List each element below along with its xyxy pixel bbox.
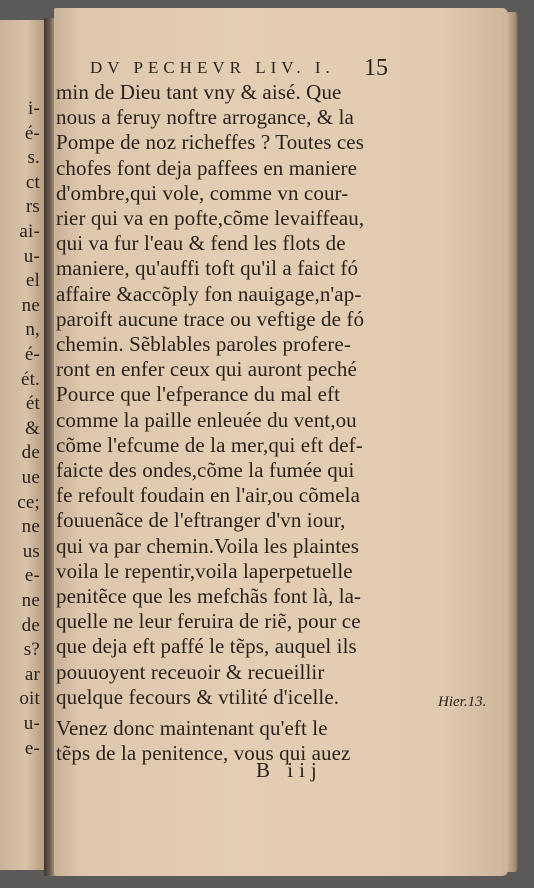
facing-page-text: i- [27,98,40,119]
text-line: Pource que l'efperance du mal eft [56,382,341,407]
text-line: Pompe de noz richeffes ? Toutes ces [56,130,364,155]
facing-page-text: ét [25,393,40,415]
facing-page-text: & [25,417,40,439]
facing-page-text: de [21,614,40,636]
text-line: faicte des ondes,cõme la fumée qui [56,458,355,482]
text-line: qui va fur l'eau & fend les flots de [56,231,346,256]
text-line: comme la paille enleuée du vent,ou [56,407,357,432]
text-line: nous a feruy noftre arrogance, & la [56,105,354,130]
facing-page-text: é- [24,122,40,144]
facing-page-text: u- [23,245,40,267]
text-line: voila le repentir,voila laperpetuelle [56,558,353,583]
facing-page-text: ne [21,294,40,316]
text-line: que deja eft paffé le tẽps, auquel ils [56,634,357,659]
text-line: paroift aucune trace ou veftige de fó [56,306,365,331]
text-line: chofes font deja paffees en maniere [56,155,358,180]
page-edge [508,12,518,872]
text-line: maniere, qu'auffi toft qu'il a faict fó [56,256,359,281]
text-line: d'ombre,qui vole, comme vn cour- [56,180,349,205]
text-line: ront en enfer ceux qui auront peché [56,357,357,382]
facing-page-text: ct [25,171,40,193]
page-number: 15 [364,55,388,81]
facing-page-text: ne [21,516,40,538]
facing-page-text: ue [21,467,40,488]
text-line: fe refoult foudain en l'air,ou cõmela [56,483,361,508]
facing-page-text: u- [23,713,40,734]
text-line: penitẽce que les mefchãs font là, la- [56,584,362,608]
text-line: quelle ne leur feruira de riẽ, pour ce [56,609,361,634]
text-line: min de Dieu tant vny & aisé. Que [56,80,342,104]
text-line: tẽps de la penitence, vous qui auez [56,741,351,766]
signature-mark: B iij [256,758,323,782]
text-line: cõme l'efcume de la mer,qui eft def- [56,432,363,457]
facing-page-text: s. [27,147,40,169]
facing-page-text: e- [24,565,40,587]
facing-page-text: s? [23,639,40,661]
text-line: pouuoyent receuoir & recueillir [56,659,325,684]
facing-page-text: ét. [20,368,40,390]
facing-page-text: e- [24,737,40,759]
facing-page-text: n, [25,319,40,341]
facing-page-text: rs [25,196,40,218]
text-line: rier qui va en pofte,cõme levaiffeau, [56,206,365,230]
text-line: qui va par chemin.Voila les plaintes [56,533,359,558]
facing-page-text: de [21,442,40,464]
text-line: quelque fecours & vtilité d'icelle. [56,684,340,709]
facing-page-text: ar [24,663,40,685]
facing-page-text: ce; [17,491,40,513]
facing-page-text: el [25,270,40,292]
text-line: fouuenãce de l'eftranger d'vn iour, [56,508,346,533]
facing-page-text: ai- [19,221,40,242]
text-line: chemin. Sẽblables paroles profere- [56,332,351,356]
facing-page-text: us [22,540,40,562]
text-line: Venez donc maintenant qu'eft le [56,716,328,740]
running-head: DV PECHEVR LIV. I. [90,58,335,77]
marginal-note: Hier.13. [438,694,487,710]
facing-page-text: oit [19,688,40,710]
facing-page-text: é- [24,344,40,365]
text-line: affaire &accõply fon nauigage,n'ap- [56,281,362,306]
facing-page-fragment [0,20,44,870]
book-gutter [44,18,54,876]
facing-page-text: ne [21,590,40,611]
